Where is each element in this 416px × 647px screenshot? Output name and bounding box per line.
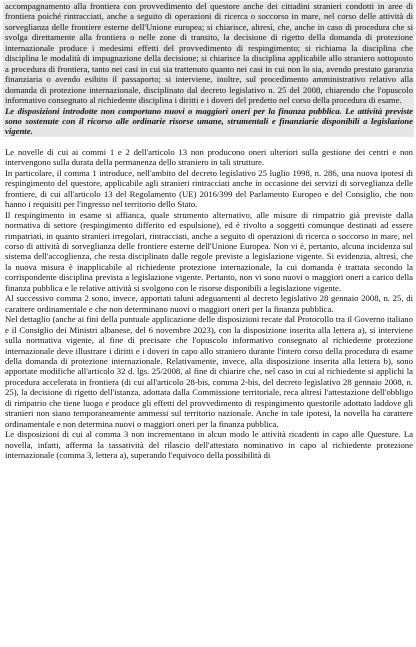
summary-body: accompagnamento alla frontiera con provvedimento del questore anche dei cittadini stranieri condotti in aree di frontiera poiché rintracciati, anche a seguito di operazioni di ricerca o soccorso in mare, nel corso delle attività di sorveglianza delle frontiere esterne dell'Unione europea; si chiarisce, altresì, che, anche in caso di procedura che si svolga direttamente alla frontiera o nelle zone di transito, la decisione di rigetto della domanda di protezione internazionale produce i medesimi effetti del provvedimento di respingimento; si richiama la disciplina che disciplina le modalità di impugnazione della decisione; si chiarisce la disciplina applicabile allo straniero sottoposto a procedura di frontiera, tanto nei casi in cui sia trattenuto quanto nei casi in cui non lo sia, avendo prestato garanzia finanziaria o avendo esibito il passaporto; si interviene, inoltre, sul procedimento amministrativo relativo alla domanda di protezione internazionale, disciplinato dal decreto legislativo n. 25 del 2008, chiarendo che l'opuscolo informativo consegnato al richiedente disciplina i diritti e i doveri del predetto nel corso della procedura di esame. — [5, 1, 413, 106]
paragraph-6: Le disposizioni di cui al comma 3 non incrementano in alcun modo le attività ricadenti in capo alle Questure. La novella, infatti, afferma la tassatività del rilascio dell'attestato nominativo in capo al richiedente protezione internazionale (comma 3, lettera a), superando l'equivoco della possibilità di — [5, 429, 413, 461]
paragraph-4: Al successivo comma 2 sono, invece, apportati taluni adeguamenti al decreto legislativo 28 gennaio 2008, n. 25, di carattere ordinamentale e che non determinano nuovi o maggiori oneri per la finanza pubblica. — [5, 293, 413, 314]
paragraph-5: Nel dettaglio (anche ai fini della puntuale applicazione delle disposizioni recate dal Protocollo tra il Governo italiano e il Consiglio dei Ministri albanese, del 6 novembre 2023), con la disposizione inserita alla lettera a), si interviene sulla normativa vigente, al fine di precisare che l'opuscolo informativo consegnato al richiedente protezione internazionale deve illustrare i diritti e i doveri in capo allo straniero durante l'intero corso della procedura di esame della domanda di protezione internazionale. Relativamente, invece, alla disposizione inserita alla lettera b), sono apportate modifiche all'articolo 32 d. lgs. 25/2008, al fine di chiarire che, nel caso in cui al richiedente si applichi la procedura accelerata in frontiera (di cui all'articolo 28-bis, comma 2-bis, del decreto legislativo 28 gennaio 2008, n. 25), la decisione di rigetto dell'istanza, adottata dalla Commissione territoriale, reca altresì l'attestazione dell'obbligo di rimpatrio che tiene luogo e produce gli effetti del provvedimento di respingimento questorile adottato laddove gli stranieri non siano temporaneamente ammessi sul territorio nazionale. Anche in tale ipotesi, la novella ha carattere ordinamentale e non determina nuovi o maggiori oneri per la finanza pubblica. — [5, 314, 413, 429]
paragraph-1: Le novelle di cui ai commi 1 e 2 dell'articolo 13 non producono oneri ulteriori sulla gestione dei centri e non intervengono sulla durata della permanenza dello straniero in tali strutture. — [5, 146, 413, 168]
paragraph-3: Il respingimento in esame si affianca, quale strumento alternativo, alle misure di rimpatrio già previste dalla normativa di settore (respingimento differito ed espulsione), ed è rivolto a soggetti comunque destinati ad essere rimpatriati, in quanto stranieri irregolari, rintracciati, anche a seguito di operazioni di ricerca o soccorso in mare, nel corso di attività di sorveglianza delle frontiere esterne dell'Unione Europea. Non vi è, pertanto, alcuna incidenza sul sistema dell'accoglienza, che resta disciplinato dalle regole previste a legislazione vigente. Si evidenzia, altresì, che la nuova misura è inapplicabile al richiedente protezione internazionale, la cui domanda è trattata secondo la corrispondente disciplina prevista a legislazione vigente. Pertanto, non vi sono nuovi o maggiori oneri a carico della finanza pubblica e le relative attività si svolgono con le risorse disponibili a legislazione vigente. — [5, 209, 413, 293]
summary-box — [3, 1, 414, 137]
paragraph-2: In particolare, il comma 1 introduce, nell'ambito del decreto legislativo 25 luglio 1998, n. 286, una nuova ipotesi di respingimento del questore, applicabile agli stranieri rintracciati anche in occasione dei servizi di sorveglianza delle frontiere, di cui all'articolo 13 del Regolamento (UE) 2016/399 del Parlamento Europeo e del Consiglio, che non hanno i requisiti per l'ingresso nel territorio dello Stato. — [5, 167, 413, 210]
spacer — [5, 137, 413, 147]
financial-note: Le disposizioni introdotte non comportano nuovi o maggiori oneri per la finanza pubblica. Le attività previste sono sostenute con il ricorso alle ordinarie risorse umane, strumentali e finanziarie disponibili a legislazione vigente. — [5, 105, 413, 137]
